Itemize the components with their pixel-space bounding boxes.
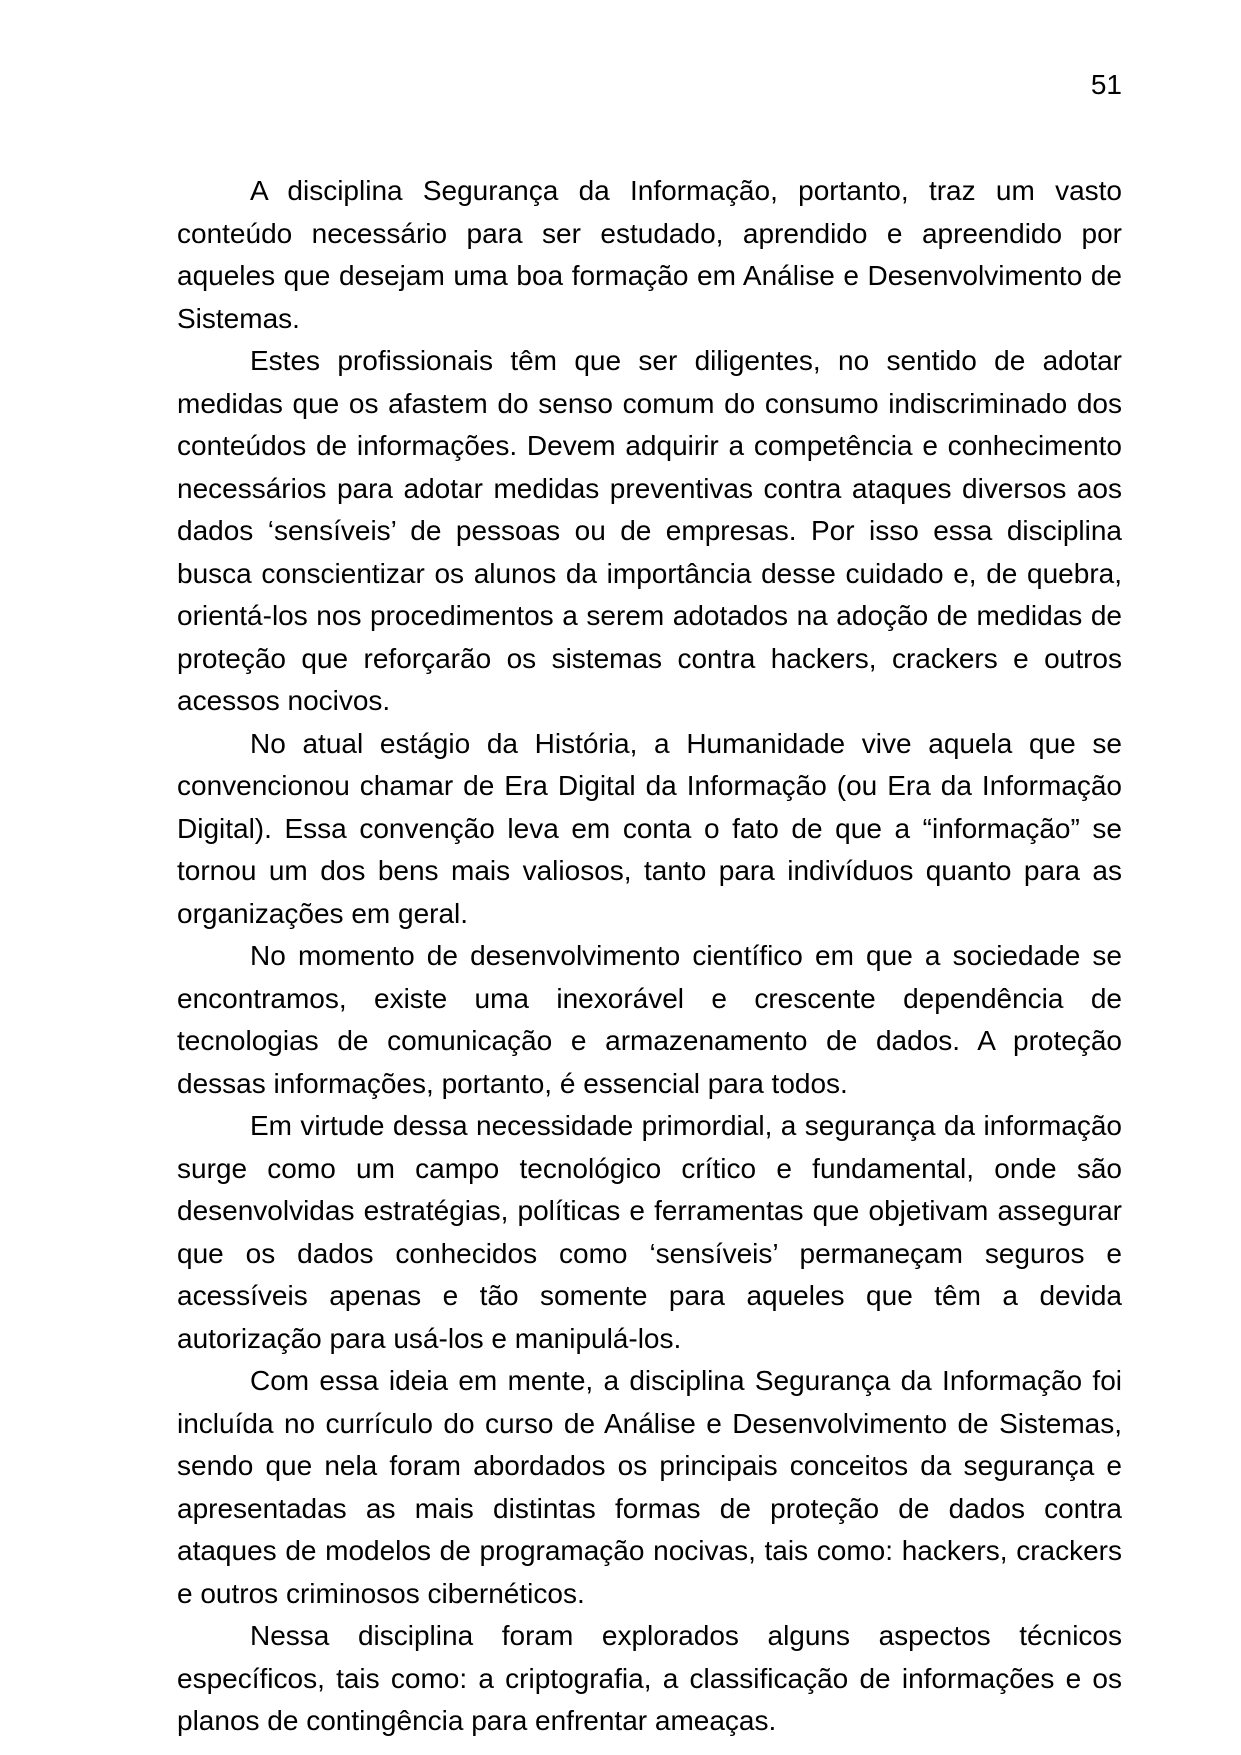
page-number: 51 <box>1090 69 1122 100</box>
document-body <box>177 170 1122 1743</box>
paragraph: No atual estágio da História, a Humanidade vive aquela que se convencionou chamar de Era Digital da Informação (ou Era da Informação Digital). Essa convenção leva em conta o fato de que a “informação” se tornou um dos bens mais valiosos, tanto para indivíduos quanto para as organizações em geral. <box>177 727 1122 929</box>
paragraph: A disciplina Segurança da Informação, portanto, traz um vasto conteúdo necessário para ser estudado, aprendido e apreendido por aqueles que desejam uma boa formação em Análise e Desenvolvimento de Sistemas. <box>177 175 1122 334</box>
paragraph: Em virtude dessa necessidade primordial, a segurança da informação surge como um campo tecnológico crítico e fundamental, onde são desenvolvidas estratégias, políticas e ferramentas que objetivam assegurar que os dados conhecidos como ‘sensíveis’ permaneçam seguros e acessíveis apenas e tão somente para aqueles que têm a devida autorização para usá-los e manipulá-los. <box>177 1110 1122 1354</box>
paragraph: No momento de desenvolvimento científico em que a sociedade se encontramos, existe uma inexorável e crescente dependência de tecnologias de comunicação e armazenamento de dados. A proteção dessas informações, portanto, é essencial para todos. <box>177 940 1122 1099</box>
paragraph: Nessa disciplina foram explorados alguns aspectos técnicos específicos, tais como: a criptografia, a classificação de informações e os planos de contingência para enfrentar ameaças. <box>177 1620 1122 1736</box>
paragraph: Estes profissionais têm que ser diligentes, no sentido de adotar medidas que os afastem do senso comum do consumo indiscriminado dos conteúdos de informações. Devem adquirir a competência e conhecimento necessários para adotar medidas preventivas contra ataques diversos aos dados ‘sensíveis’ de pessoas ou de empresas. Por isso essa disciplina busca conscientizar os alunos da importância desse cuidado e, de quebra, orientá-los nos procedimentos a serem adotados na adoção de medidas de proteção que reforçarão os sistemas contra hackers, crackers e outros acessos nocivos. <box>177 345 1122 716</box>
paragraph: Com essa ideia em mente, a disciplina Segurança da Informação foi incluída no currículo do curso de Análise e Desenvolvimento de Sistemas, sendo que nela foram abordados os principais conceitos da segurança e apresentadas as mais distintas formas de proteção de dados contra ataques de modelos de programação nocivas, tais como: hackers, crackers e outros criminosos cibernéticos. <box>177 1365 1122 1609</box>
